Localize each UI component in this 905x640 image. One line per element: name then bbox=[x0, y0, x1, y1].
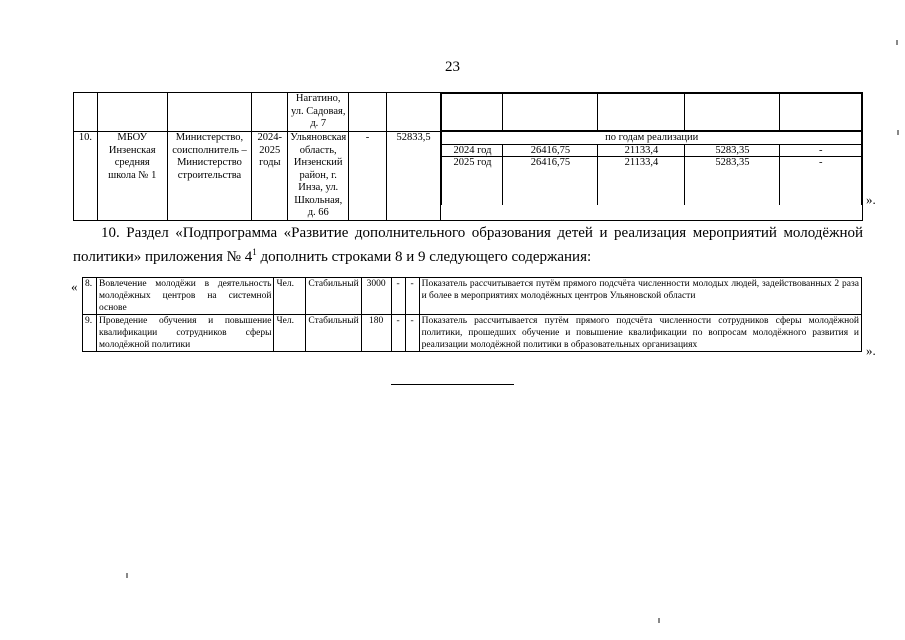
school-address: Ульяновская область, Инзенский район, г. Инза, ул. Школьная, д. 66 bbox=[288, 132, 349, 221]
scan-mark bbox=[126, 573, 128, 578]
years-header: по годам реализации bbox=[442, 132, 862, 144]
section-paragraph: 10. Раздел «Подпрограмма «Развитие дополнительного образования детей и реализация мероприятий молодёжной политики» приложения № $4^1$ дополнить строками 8 и 9 следующего содержания: bbox=[73, 225, 863, 265]
period: 2024-2025 годы bbox=[252, 132, 288, 221]
scan-mark bbox=[658, 618, 660, 623]
years-table bbox=[441, 132, 862, 205]
table-row: 9. Проведение обучения и повышение квалификации сотрудников сферы молодёжной политики Чел. Стабильный 180 - - Показатель рассчитывается путём прямого подсчёта численности сотрудников сферы молодёжной политики, прошедших обучение и повышение квалификации по вопросам молодёжного развития и реализации молодёжной политики в образовательных организациях bbox=[83, 315, 862, 352]
address-cell: Нагатино, ул. Садовая, д. 7 bbox=[288, 93, 349, 132]
opening-quote: « bbox=[71, 279, 78, 294]
indicators-table bbox=[82, 277, 862, 352]
total-cell: 52833,5 bbox=[386, 132, 441, 221]
year-row: 2025 год 26416,75 21133,4 5283,35 - bbox=[442, 157, 862, 206]
closing-quote: ». bbox=[866, 192, 876, 207]
row-number: 10. bbox=[74, 132, 98, 221]
scan-mark bbox=[897, 130, 899, 135]
dash-cell: - bbox=[349, 132, 387, 221]
table-row: 8. Вовлечение молодёжи в деятельность молодёжных центров на системной основе Чел. Стабильный 3000 - - Показатель рассчитывается путём прямого подсчёта численности молодых людей, задействованных 2 раза и более в мероприятиях молодёжных центров Ульяновской области bbox=[83, 278, 862, 315]
objects-table bbox=[73, 92, 863, 221]
end-rule bbox=[391, 384, 514, 385]
year-row: 2024 год 26416,75 21133,4 5283,35 - bbox=[442, 144, 862, 157]
closing-quote-2: ». bbox=[866, 343, 876, 358]
page-number: 23 bbox=[445, 59, 460, 75]
table-row bbox=[74, 93, 863, 132]
table-row bbox=[74, 132, 863, 221]
ministry: Министерство, соисполнитель – Министерство строительства bbox=[167, 132, 252, 221]
school-name: МБОУ Инзенская средняя школа № 1 bbox=[97, 132, 167, 221]
scan-mark bbox=[896, 40, 898, 45]
